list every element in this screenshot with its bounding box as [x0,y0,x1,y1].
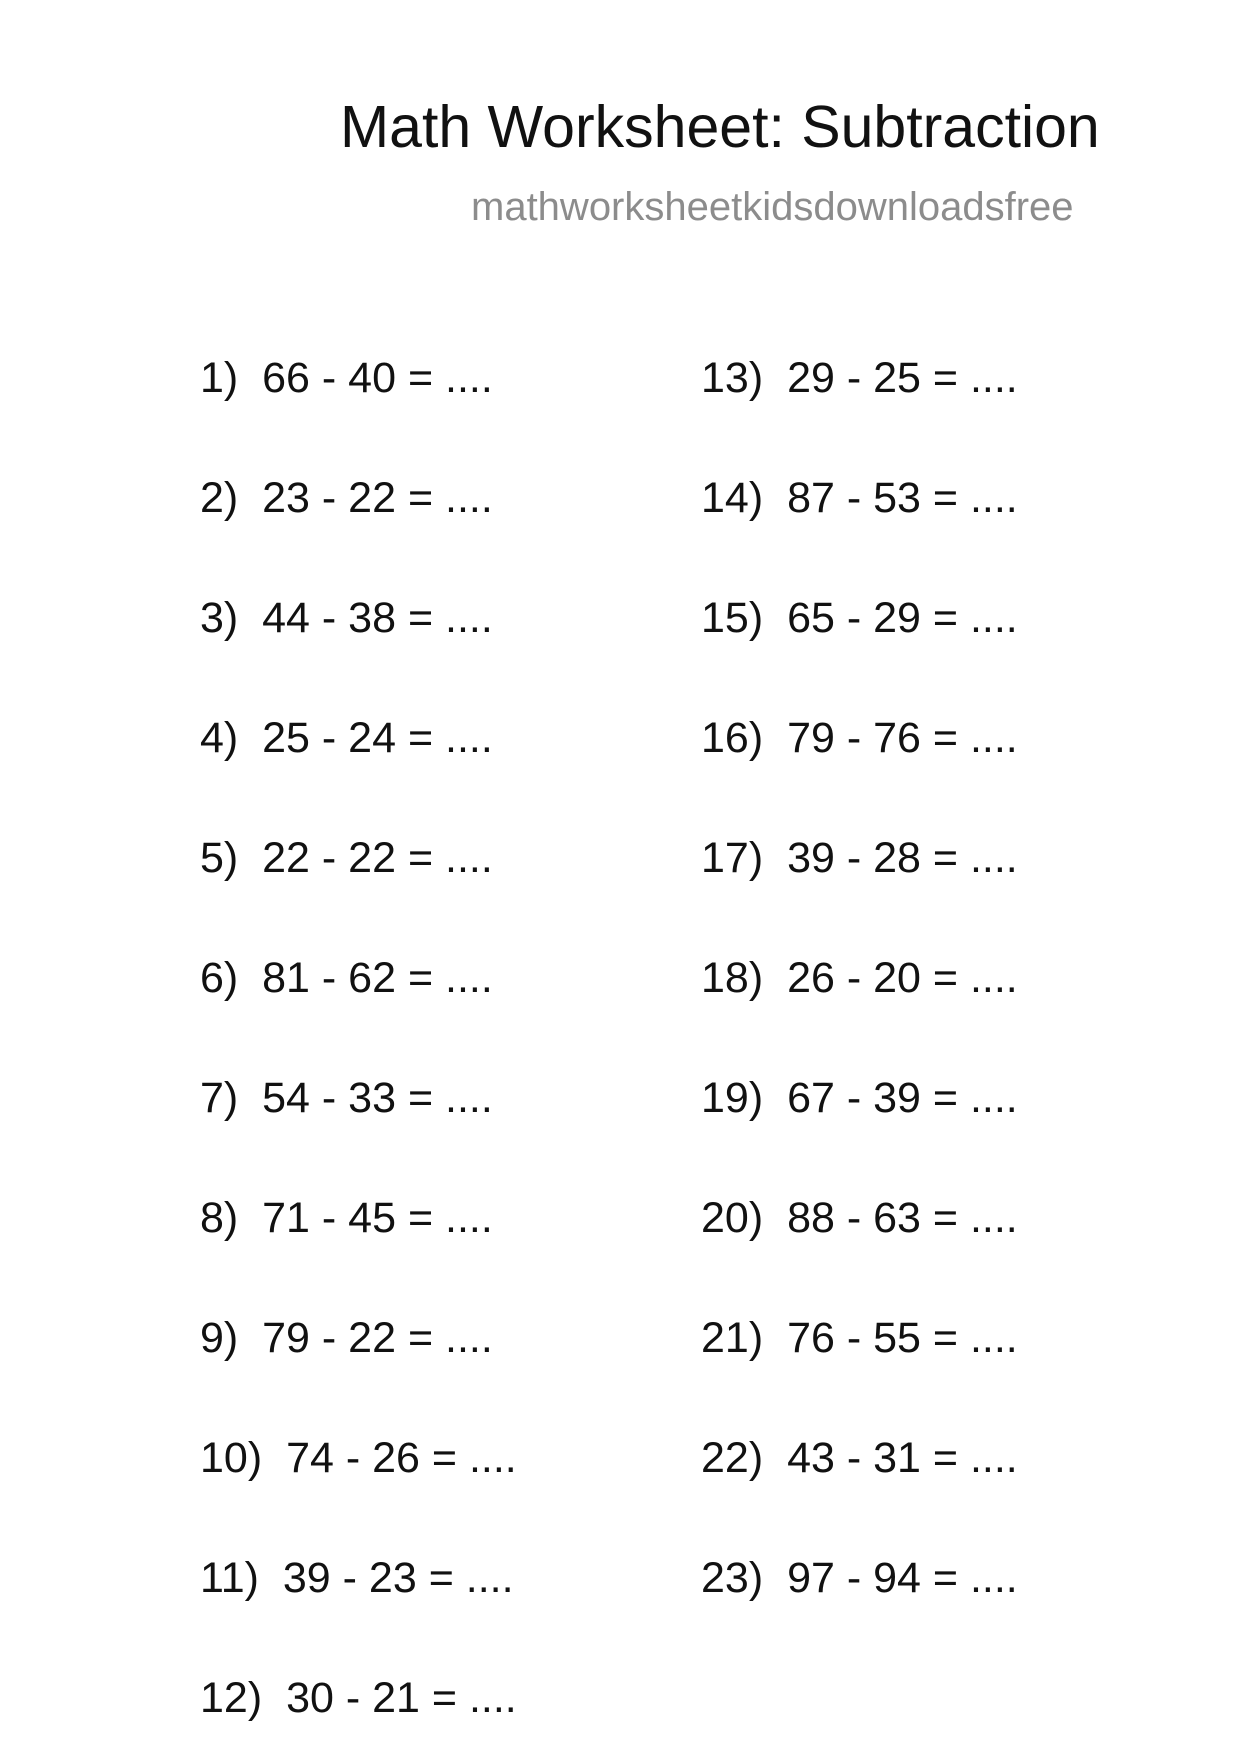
problem-expression: 81 - 62 = .... [262,954,493,1002]
problem-expression: 66 - 40 = .... [262,354,493,402]
problem-19 [701,1074,1018,1127]
problem-number: 20) [701,1194,764,1242]
problem-12 [200,1674,517,1727]
problem-expression: 87 - 53 = .... [787,474,1018,522]
problem-13 [701,354,1018,407]
problem-3 [200,594,493,647]
problem-expression: 26 - 20 = .... [787,954,1018,1002]
problem-expression: 43 - 31 = .... [787,1434,1018,1482]
problem-number: 10) [200,1434,263,1482]
problem-expression: 88 - 63 = .... [787,1194,1018,1242]
problem-expression: 79 - 76 = .... [787,714,1018,762]
problem-number: 15) [701,594,764,642]
problem-16 [701,714,1018,767]
problem-expression: 39 - 28 = .... [787,834,1018,882]
problem-expression: 71 - 45 = .... [262,1194,493,1242]
worksheet-subtitle: mathworksheetkidsdownloadsfree [471,185,1074,229]
problem-expression: 74 - 26 = .... [286,1434,517,1482]
problem-6 [200,954,493,1007]
problem-14 [701,474,1018,527]
problem-expression: 97 - 94 = .... [787,1554,1018,1602]
problem-expression: 79 - 22 = .... [262,1314,493,1362]
problem-expression: 44 - 38 = .... [262,594,493,642]
problem-number: 17) [701,834,764,882]
problem-number: 22) [701,1434,764,1482]
problem-17 [701,834,1018,887]
problem-number: 5) [200,834,239,882]
problem-number: 19) [701,1074,764,1122]
problem-number: 18) [701,954,764,1002]
problem-23 [701,1554,1018,1607]
problem-8 [200,1194,493,1247]
problem-number: 13) [701,354,764,402]
problem-expression: 39 - 23 = .... [282,1554,514,1602]
problem-20 [701,1194,1018,1247]
problem-1 [200,354,493,407]
problem-18 [701,954,1018,1007]
problem-number: 1) [200,354,239,402]
problem-15 [701,594,1018,647]
problem-number: 6) [200,954,239,1002]
problem-number: 21) [701,1314,764,1362]
problem-7 [200,1074,493,1127]
problem-2 [200,474,493,527]
problem-11 [200,1554,514,1607]
problem-expression: 22 - 22 = .... [262,834,493,882]
problem-22 [701,1434,1018,1487]
problem-expression: 23 - 22 = .... [262,474,493,522]
problem-number: 14) [701,474,764,522]
problem-expression: 65 - 29 = .... [787,594,1018,642]
problem-number: 11) [200,1554,259,1602]
problem-expression: 76 - 55 = .... [787,1314,1018,1362]
problem-9 [200,1314,493,1367]
problem-expression: 67 - 39 = .... [787,1074,1018,1122]
problem-number: 23) [701,1554,764,1602]
problem-number: 16) [701,714,764,762]
problem-number: 9) [200,1314,239,1362]
problem-4 [200,714,493,767]
problem-expression: 29 - 25 = .... [787,354,1018,402]
problem-number: 7) [200,1074,239,1122]
problem-10 [200,1434,517,1487]
problem-number: 8) [200,1194,239,1242]
problem-expression: 30 - 21 = .... [286,1674,517,1722]
problem-expression: 54 - 33 = .... [262,1074,493,1122]
problem-21 [701,1314,1018,1367]
problem-number: 2) [200,474,239,522]
problem-5 [200,834,493,887]
problem-number: 12) [200,1674,263,1722]
problem-expression: 25 - 24 = .... [262,714,493,762]
worksheet-title: Math Worksheet: Subtraction [340,94,1100,160]
problem-number: 4) [200,714,239,762]
problem-number: 3) [200,594,239,642]
